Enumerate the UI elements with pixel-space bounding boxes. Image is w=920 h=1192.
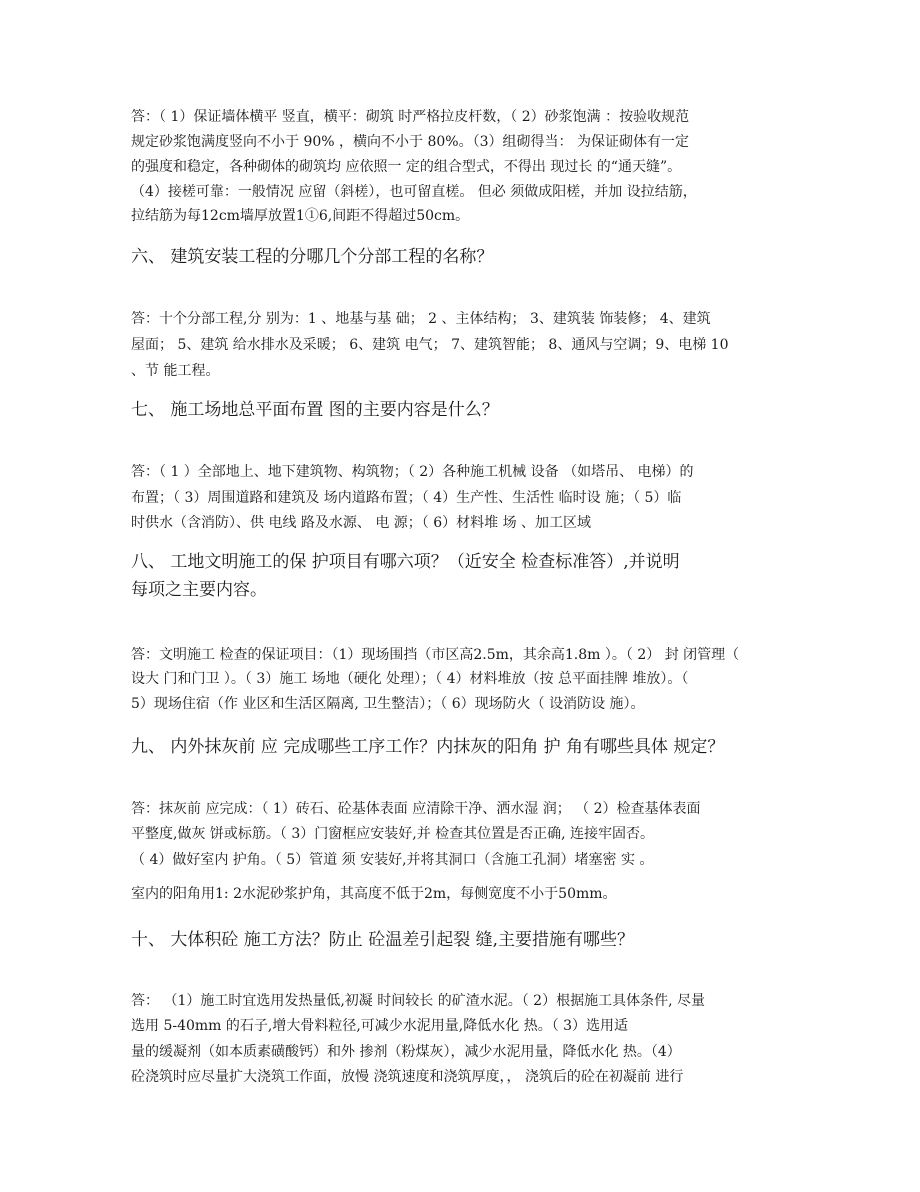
question-heading: 九、 内外抹灰前 应 完成哪些工序工作？内抹灰的阳角 护 角有哪些具体 规定？	[131, 737, 725, 757]
answer-line: 答： （1）施工时宜选用发热量低,初凝 时间较长 的矿渣水泥。（ 2）根据施工具体条件, 尽量	[131, 993, 705, 1009]
answer-line: 5）现场住宿（作 业区和生活区隔离, 卫生整洁）；（ 6）现场防火（ 设消防设 施）。	[131, 696, 645, 712]
answer-line: 答：（ 1）保证墙体横平 竖直，横平：砌筑 时严格拉皮杆数，（ 2）砂浆饱满 ：按验收规范	[131, 109, 690, 125]
answer-line: 选用 5-40mm 的石子,增大骨料粒径,可减少水泥用量,降低水化 热。（ 3）选用适	[131, 1018, 629, 1034]
answer-line: 布置；（ 3）周围道路和建筑及 场内道路布置；（ 4）生产性、生活性 临时设 施；（ 5）临	[131, 490, 682, 506]
answer-line: 量的缓凝剂（如本质素磺酸钙）和外 掺剂（粉煤灰），减少水泥用量，降低水化 热。（4）	[131, 1044, 681, 1060]
answer-line: 答：十个分部工程,分 别为：1 、地基与基 础； 2 、主体结构； 3、建筑装 饰装修； 4、建筑	[131, 311, 711, 327]
answer-line: 、节 能工程。	[131, 363, 220, 379]
question-heading: 十、 大体积砼 施工方法？防止 砼温差引起裂 缝,主要措施有哪些？	[131, 930, 635, 950]
question-heading: 七、 施工场地总平面布置 图的主要内容是什么？	[131, 400, 499, 420]
answer-line: 时供水（含消防）、供 电线 路及水源、 电 源；（ 6）材料堆 场 、加工区域	[131, 515, 592, 531]
question-heading: 八、 工地文明施工的保 护项目有哪六项？（近安全 检查标准答）,并说明	[131, 552, 680, 572]
answer-line: （ 4）做好室内 护角。（ 5）管道 须 安装好,并将其洞口（含施工孔洞）堵塞密 实 。	[131, 852, 654, 868]
answer-line: 答：抹灰前 应完成：（ 1）砖石、砼基体表面 应清除干净、洒水湿 润； （ 2）检查基体表面	[131, 801, 701, 817]
question-heading: 六、 建筑安装工程的分哪几个分部工程的名称？	[131, 247, 494, 267]
answer-line: 答：文明施工 检查的保证项目：（1）现场围挡（市区高2.5m，其余高1.8m ）。（ 2） 封 闭管理（	[131, 647, 740, 663]
answer-line: 拉结筋为每12cm墙厚放置1①6,间距不得超过50cm。	[131, 208, 470, 224]
answer-line: 砼浇筑时应尽量扩大浇筑工作面，放慢 浇筑速度和浇筑厚度，， 浇筑后的砼在初凝前 进行	[131, 1069, 684, 1085]
answer-line: 室内的阳角用1: 2水泥砂浆护角，其高度不低于2m，每侧宽度不小于50mm。	[131, 886, 617, 902]
answer-line: 屋面； 5、建筑 给水排水及采暖； 6、建筑 电气； 7、建筑智能； 8、通风与空调；9、电梯 10	[131, 337, 729, 353]
answer-line: 平整度,做灰 饼或标筋。（ 3）门窗框应安装好,并 检查其位置是否正确, 连接牢固否。	[131, 826, 655, 842]
answer-line: （4）接槎可靠：一般情况 应留（斜槎），也可留直槎。 但必 须做成阳槎，并加 设拉结筋，	[131, 184, 697, 200]
question-heading: 每项之主要内容。	[131, 580, 267, 600]
answer-line: 的强度和稳定，各种砌体的砌筑均 应依照一 定的组合型式，不得出 现过长 的“通天缝”。	[131, 159, 682, 175]
answer-line: 答：（ 1 ）全部地上、地下建筑物、构筑物；（ 2）各种施工机械 设备 （如塔吊、 电梯）的	[131, 464, 694, 480]
answer-line: 设大 门和门卫 ）。（ 3）施工 场地（硬化 处理）；（ 4）材料堆放（按 总平面挂牌 堆放）。（	[131, 671, 689, 687]
answer-line: 规定砂浆饱满度竖向不小于 90% ，横向不小于 80%。（3）组砌得当： 为保证砌体有一定	[131, 134, 689, 150]
